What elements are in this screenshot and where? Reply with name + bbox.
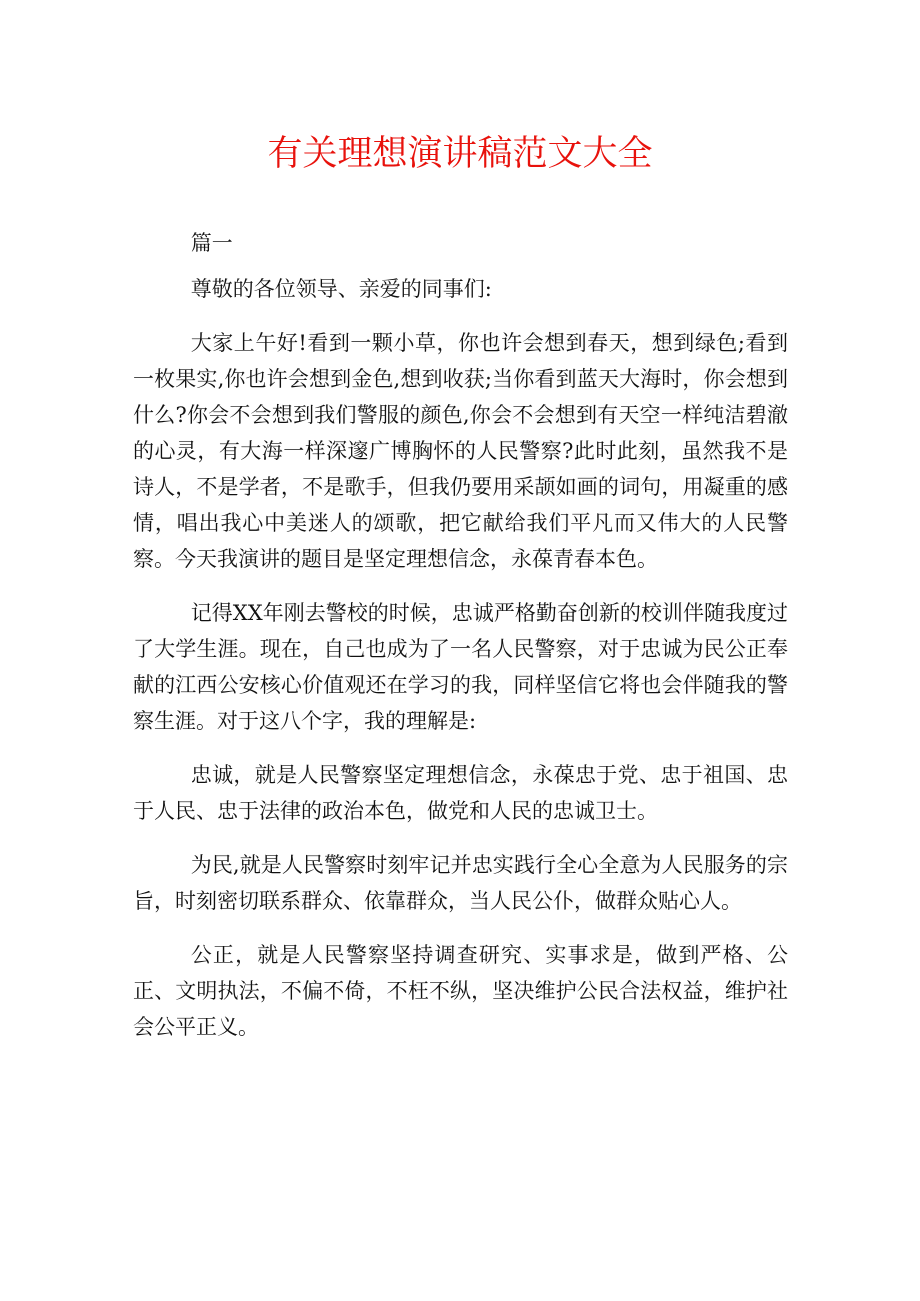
paragraph-3: 忠诚，就是人民警察坚定理想信念，永葆忠于党、忠于祖国、忠于人民、忠于法律的政治本色，做党和人民的忠诚卫士。 [133, 763, 788, 823]
salutation: 尊敬的各位领导、亲爱的同事们: [190, 277, 492, 301]
section-label: 篇一 [190, 231, 233, 255]
paragraph-1: 大家上午好!看到一颗小草，你也许会想到春天，想到绿色;看到一枚果实,你也许会想到金色,想到收获;当你看到蓝天大海时，你会想到什么?你会不会想到我们警服的颜色,你会不会想到有天空一样纯洁碧澈的心灵，有大海一样深邃广博胸怀的人民警察?此时此刻，虽然我不是诗人，不是学者，不是歌手，但我仍要用采颉如画的词句，用凝重的感情，唱出我心中美迷人的颂歌，把它献给我们平凡而又伟大的人民警察。今天我演讲的题目是坚定理想信念，永葆青春本色。 [133, 331, 788, 571]
paragraph-5: 公正，就是人民警察坚持调查研究、实事求是，做到严格、公正、文明执法，不偏不倚，不枉不纵，坚决维护公民合法权益，维护社会公平正义。 [133, 943, 788, 1039]
document-body [133, 225, 788, 1045]
document-title: 有关理想演讲稿范文大全 [267, 134, 653, 174]
paragraph-2: 记得XX年刚去警校的时候，忠诚严格勤奋创新的校训伴随我度过了大学生涯。现在，自己也成为了一名人民警察，对于忠诚为民公正奉献的江西公安核心价值观还在学习的我，同样坚信它将也会伴随我的警察生涯。对于这八个字，我的理解是: [133, 601, 788, 733]
paragraph-4: 为民,就是人民警察时刻牢记并忠实践行全心全意为人民服务的宗旨，时刻密切联系群众、依靠群众，当人民公仆，做群众贴心人。 [133, 853, 788, 913]
